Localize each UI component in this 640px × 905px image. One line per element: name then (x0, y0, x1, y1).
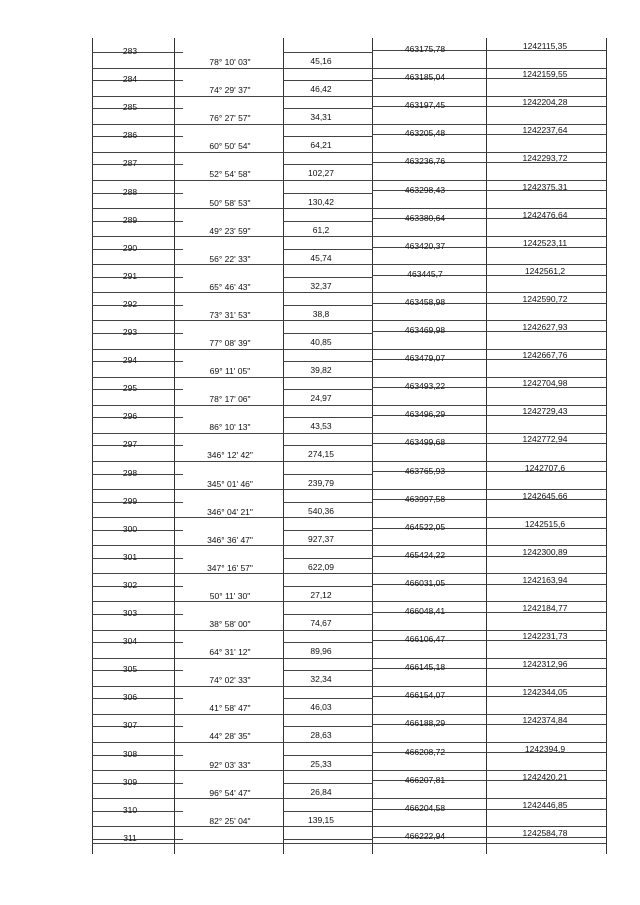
segment-length: 74,67 (310, 618, 332, 628)
direction-angle: 86° 10' 13" (209, 422, 251, 433)
point-number: 285 (122, 102, 138, 113)
point-number: 301 (122, 551, 138, 562)
segment-length: 38,8 (312, 308, 330, 319)
point-number: 305 (122, 664, 138, 675)
direction-angle: 50° 11' 30" (209, 590, 251, 601)
point-number: 292 (122, 298, 138, 309)
row-divider (283, 755, 373, 756)
segment-length: 32,37 (310, 280, 332, 291)
direction-angle: 69° 11' 05" (209, 366, 251, 377)
point-number: 291 (122, 270, 138, 281)
segment-length: 64,21 (310, 140, 332, 151)
coordinate-y: 1242446,85 (522, 799, 568, 810)
coordinate-x: 463499,68 (404, 437, 446, 448)
coordinate-y: 1242584,78 (522, 827, 568, 838)
row-divider (283, 417, 373, 418)
coordinate-y: 1242375,31 (522, 181, 568, 192)
direction-angle: 74° 02' 33" (209, 675, 251, 686)
coordinate-x: 466204,58 (404, 802, 446, 813)
segment-length: 102,27 (308, 168, 334, 179)
segment-length: 40,85 (310, 337, 332, 347)
point-number: 308 (122, 748, 138, 759)
segment-length: 89,96 (310, 646, 332, 657)
column-divider (486, 38, 487, 854)
point-number: 288 (122, 186, 138, 197)
point-number: 311 (123, 832, 137, 843)
direction-angle: 60° 50' 54" (209, 141, 251, 152)
point-number: 304 (122, 636, 138, 647)
point-number: 303 (122, 608, 138, 618)
row-divider (283, 193, 373, 194)
direction-angle: 77° 08' 39" (209, 338, 251, 348)
point-number: 295 (122, 383, 138, 394)
coordinate-y: 1242293,72 (522, 153, 568, 164)
coordinate-x: 463205,48 (404, 128, 446, 139)
coordinate-x: 466106,47 (404, 634, 446, 645)
row-divider (283, 445, 373, 446)
segment-length: 540,36 (308, 505, 334, 516)
coordinate-x: 463175,78 (404, 44, 446, 54)
coordinate-y: 1242707,6 (524, 462, 566, 473)
coordinate-x: 463197,45 (404, 100, 446, 111)
segment-length: 45,74 (310, 252, 332, 263)
point-number: 290 (122, 242, 138, 253)
coordinate-y: 1242590,72 (522, 293, 568, 304)
segment-length: 139,15 (308, 814, 334, 825)
point-number: 307 (122, 720, 138, 731)
direction-angle: 73° 31' 53" (209, 309, 251, 320)
direction-angle: 347° 16' 57" (207, 562, 253, 573)
row-divider (283, 361, 373, 362)
coordinate-x: 464522,05 (404, 521, 446, 532)
coordinate-x: 466145,18 (404, 662, 446, 673)
point-number: 297 (122, 439, 138, 450)
segment-length: 43,53 (310, 421, 332, 432)
segment-length: 39,82 (310, 365, 332, 376)
row-divider (283, 305, 373, 306)
point-number: 294 (122, 355, 138, 366)
point-number: 309 (122, 776, 138, 787)
coordinate-y: 1242515,6 (524, 518, 566, 529)
point-number: 298 (122, 467, 138, 478)
coordinate-x: 463765,93 (404, 465, 446, 476)
table-bottom-border (92, 843, 606, 844)
row-divider (283, 586, 373, 587)
row-divider (283, 558, 373, 559)
direction-angle: 65° 46' 43" (209, 281, 251, 292)
direction-angle: 41° 58' 47" (209, 703, 251, 714)
coordinate-x: 463380,64 (404, 212, 446, 223)
row-divider (283, 783, 373, 784)
row-divider (283, 221, 373, 222)
coordinate-x: 466154,07 (404, 690, 446, 701)
coordinate-y: 1242184,77 (522, 603, 568, 613)
coordinate-x: 463479,07 (404, 353, 446, 364)
point-number: 293 (122, 327, 138, 337)
segment-length: 46,42 (310, 84, 332, 95)
point-number: 289 (122, 214, 138, 225)
segment-length: 927,37 (308, 533, 334, 544)
direction-angle: 96° 54' 47" (209, 787, 251, 798)
row-divider (283, 839, 373, 840)
point-number: 296 (122, 411, 138, 422)
coordinate-y: 1242476,64 (522, 209, 568, 220)
coordinate-y: 1242312,96 (522, 659, 568, 670)
direction-angle: 78° 17' 06" (209, 394, 251, 405)
direction-angle: 52° 54' 58" (209, 169, 251, 180)
coordinate-y: 1242627,93 (522, 322, 568, 332)
coordinate-y: 1242115,35 (522, 41, 568, 51)
column-divider (606, 38, 607, 854)
row-divider (283, 642, 373, 643)
coordinate-x: 463493,22 (404, 381, 446, 392)
coordinate-y: 1242704,98 (522, 378, 568, 389)
coordinate-x: 463469,98 (404, 325, 446, 335)
row-divider (283, 502, 373, 503)
point-number: 306 (122, 692, 138, 703)
row-divider (283, 277, 373, 278)
segment-length: 32,34 (310, 674, 332, 685)
segment-length: 622,09 (308, 561, 334, 572)
point-number: 299 (122, 495, 138, 506)
direction-angle: 49° 23' 59" (209, 225, 251, 236)
coordinate-x: 466188,29 (404, 718, 446, 729)
direction-angle: 78° 10' 03" (209, 57, 251, 67)
coordinate-x: 466048,41 (404, 606, 446, 616)
coordinate-y: 1242344,05 (522, 687, 568, 698)
segment-length: 25,33 (310, 758, 332, 769)
segment-length: 24,97 (310, 393, 332, 404)
segment-length: 26,84 (310, 786, 332, 797)
coordinate-y: 1242561,2 (524, 265, 566, 276)
segment-length: 46,03 (310, 702, 332, 713)
point-number: 287 (122, 158, 138, 169)
direction-angle: 346° 04' 21" (207, 506, 253, 517)
direction-angle: 76° 27' 57" (209, 113, 251, 124)
coordinate-y: 1242237,64 (522, 125, 568, 136)
coordinate-y: 1242300,89 (522, 546, 568, 557)
coordinate-x: 463236,76 (404, 156, 446, 167)
coordinate-y: 1242420,21 (522, 771, 568, 782)
row-divider (283, 136, 373, 137)
segment-length: 274,15 (308, 449, 334, 460)
row-divider (283, 108, 373, 109)
coordinate-y: 1242374,84 (522, 715, 568, 726)
direction-angle: 346° 12' 42" (207, 450, 253, 461)
coordinate-x: 463298,43 (404, 184, 446, 195)
row-divider (283, 474, 373, 475)
segment-length: 28,63 (310, 730, 332, 741)
coordinate-x: 466031,05 (404, 577, 446, 588)
row-divider (283, 698, 373, 699)
coordinate-y: 1242523,11 (522, 237, 568, 248)
row-divider (283, 333, 373, 334)
direction-angle: 345° 01' 46" (207, 478, 253, 489)
coordinate-y: 1242772,94 (522, 434, 568, 445)
coordinate-y: 1242667,76 (522, 350, 568, 361)
point-number: 284 (122, 74, 138, 85)
direction-angle: 56° 22' 33" (209, 253, 251, 264)
point-number: 283 (122, 46, 138, 56)
coordinate-y: 1242204,28 (522, 97, 568, 108)
row-divider (283, 811, 373, 812)
direction-angle: 346° 36' 47" (207, 534, 253, 545)
direction-angle: 44° 28' 35" (209, 731, 251, 742)
row-divider (283, 389, 373, 390)
coordinate-x: 463496,29 (404, 409, 446, 420)
row-divider (283, 52, 373, 53)
coordinate-x: 466208,72 (404, 746, 446, 757)
coordinate-y: 1242163,94 (522, 574, 568, 585)
segment-length: 27,12 (310, 589, 332, 600)
coordinate-x: 463185,04 (404, 72, 446, 83)
row-divider (283, 164, 373, 165)
coordinate-y: 1242231,73 (522, 631, 568, 642)
segment-length: 130,42 (308, 196, 334, 207)
coordinate-x: 463997,58 (404, 493, 446, 504)
coordinate-y: 1242645,66 (522, 490, 568, 501)
coordinate-x: 466222,94 (404, 830, 446, 841)
row-divider (283, 249, 373, 250)
row-divider (283, 530, 373, 531)
point-number: 302 (122, 579, 138, 590)
segment-length: 45,16 (310, 56, 332, 66)
segment-length: 34,31 (310, 112, 332, 123)
coordinate-x: 466207,81 (404, 774, 446, 785)
row-divider (283, 726, 373, 727)
coordinate-y: 1242394,9 (524, 743, 566, 754)
direction-angle: 92° 03' 33" (209, 759, 251, 770)
point-number: 286 (122, 130, 138, 141)
direction-angle: 82° 25' 04" (209, 815, 251, 826)
point-number: 310 (122, 804, 138, 815)
coordinate-x: 465424,22 (404, 549, 446, 560)
segment-length: 61,2 (312, 224, 330, 235)
coordinate-x: 463445,7 (407, 268, 443, 279)
coordinate-x: 463420,37 (404, 240, 446, 251)
row-divider (283, 80, 373, 81)
segment-length: 239,79 (308, 477, 334, 488)
coordinate-y: 1242729,43 (522, 406, 568, 417)
coordinate-x: 463458,98 (404, 296, 446, 307)
point-number: 300 (122, 523, 138, 534)
direction-angle: 64° 31' 12" (209, 647, 251, 658)
direction-angle: 74° 29' 37" (209, 85, 251, 96)
row-divider (283, 670, 373, 671)
direction-angle: 38° 58' 00" (209, 619, 251, 629)
coordinate-y: 1242159,55 (522, 69, 568, 80)
row-divider (283, 614, 373, 615)
direction-angle: 50° 58' 53" (209, 197, 251, 208)
